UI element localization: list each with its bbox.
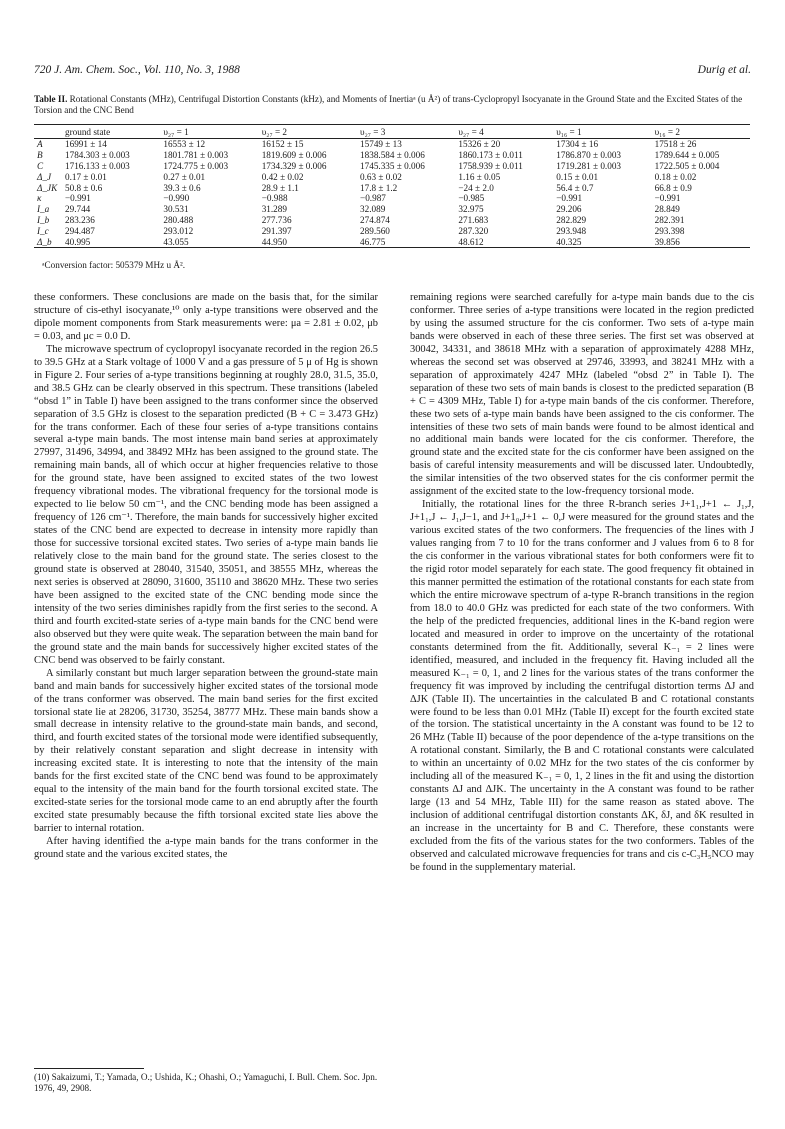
row-symbol: Δ_b [34, 236, 62, 247]
table-row [34, 150, 750, 161]
table-row [34, 161, 750, 172]
table-cell: 1724.775 ± 0.003 [163, 160, 229, 171]
paragraph: Initially, the rotational lines for the three R-branch series J+1₁,J+1 ← J₁,J, J+1₁,J ← J₁,J−1, and J+1₀,J+1 ← 0,J were measured for the ground states and the various excited states of the two conformers. The frequencies of the lines with J values ranging from 7 to 10 for the trans conformer and J values from 6 to 8 for the cis conformer in the various vibrational states for both conformers were fit to the rigid rotor model separately for each state. The good frequency fit obtained in this manner permitted the estimation of the rotational constants for each state from which the entire microwave spectrum of a-type R-branch transitions in the region from 18.0 to 40.0 GHz was predicted for each state of the two conformers. With the help of the predicted frequencies, additional lines in the K-band region were located and measured in order to improve on the uncertainty of the rotational constants determined from the fit. Additionally, several K₋₁ = 2 lines were identified, measured, and included in the frequency fit. Having included all the measured K₋₁ = 0, 1, and 2 lines for the various states of the trans conformer the frequency fit was improved by including the centrifugal distortion terms ΔJ and ΔJK (Table II). The uncertainties in the calculated B and C rotational constants were found to be less than 0.01 MHz (Table II) except for the fourth excited state of the torsion. The statistical uncertainty in the A constant was found to be 12 to 26 MHz (Table II) because of the poor dependence of the a-type transitions on the A rotational constant. Similarly, the B and C rotational constants were calculated to within an uncertainty of 0.02 MHz for the two states of the cis conformer by including all of the measured K₋₁ = 0, 1, 2 lines in the fit and using the distortion constants ΔJ and ΔJK. The uncertainty in the A constant was found to be rather large (13 and 54 MHz, Table III) for the same reason as stated above. The inclusion of additional centrifugal distortion constants ΔK, δJ, and δK resulted in an increase in the uncertainty for B and C. Therefore, these constants were excluded from the fits of the various states for the two conformers. Tables of the observed and calculated microwave frequencies for trans and cis c-C₃H₅NCO may be found in the supplementary material. [410, 499, 754, 873]
col-header: υ₁₆ = 1 [553, 125, 651, 139]
paragraph: After having identified the a-type main bands for the trans conformer in the ground state and the various excited states, the [34, 836, 378, 860]
table-cell: 294.487 [65, 225, 95, 236]
table-cell: 1789.644 ± 0.005 [654, 150, 720, 161]
row-symbol: κ [37, 193, 42, 204]
row-symbol: Δ_JK [37, 182, 58, 193]
table-row [34, 182, 750, 193]
table-cell: −0.987 [360, 193, 386, 204]
table-cell: 1745.335 ± 0.006 [360, 160, 425, 171]
paragraph: A similarly constant but much larger separation between the ground-state main band and main bands for successively higher excited states of the torsional mode of the trans conformer was observed. The main band series for the first excited torsional state lie at 28206, 31730, 35254, 38777 MHz. These main bands show a small decrease in intensity relative to the ground-state main bands, and second, third, and fourth excited states of the torsional mode were identified subsequently, by their relatively constant separation and slight decrease in intensity with increasing excited state. It is interesting to note that the intensity of the main bands for the first excited state of the CNC bend was found to be approximately equal to the intensity of the main band for the fourth torsional excited state. The excited-state series for the torsional mode came to an end abruptly after the fourth excited state presumably because the fifth torsional excited state lies above the barrier to internal rotation. [34, 667, 378, 835]
table-row [34, 225, 750, 236]
col-header [34, 125, 62, 139]
table-cell: 1786.870 ± 0.003 [556, 150, 622, 161]
table-cell: 32.089 [360, 204, 386, 215]
paragraph: The microwave spectrum of cyclopropyl isocyanate recorded in the region 26.5 to 39.5 GHz at a Stark voltage of 1000 V and a gas pressure of 5 μ of Hg is shown in Figure 2. Four series of a-type transitions beginning at roughly 28.0, 31.5, 35.0, and 38.5 GHz can be clearly observed in this spectrum. These transitions (labeled “obsd 1” in Table I) have been assigned to the trans conformer since the observed separation of 3.5 GHz is closest to the separation predicted (B + C = 3.473 GHz) for the trans conformer. Each of these four series of a-type transitions contains several a-type main bands. The most intense main band series at approximately 27997, 31496, 34994, and 38492 MHz has been assigned to the ground state. The remaining main bands, all of which occur at higher frequencies relative to those for the ground state, have been assigned to excited states of the two lowest frequency vibrational modes. The vibrational frequency for the torsional mode is expected to lie below 50 cm⁻¹, and the CNC bending mode has been assigned a frequency of 126 cm⁻¹. Therefore, the main bands for successively higher excited states of the CNC bend are expected to decrease in intensity more rapidly than those for successive torsional excited states. Two series of a-type main bands lie relatively close to the main band for the ground state. The series closest to the ground state is observed at 28040, 31540, 35051, and 38555 MHz, whereas the next series is observed at 28090, 31600, 35110 and 38620 MHz. These two series have been assigned to the excited state of the CNC bending mode since the intensity of the two series diminishes rapidly from the first series to the second. A third and fourth excited-state series of a-type main bands for the CNC bend were also observed but they were quite weak. The separation between the main band for the ground state and the main bands for successively higher excited states of the CNC bend was observed to be fairly constant. [34, 343, 378, 666]
table-cell: 282.391 [654, 214, 685, 225]
table-cell: 0.15 ± 0.01 [556, 171, 599, 182]
table-cell: 1801.781 ± 0.003 [163, 150, 229, 161]
table-cell: 29.206 [556, 204, 582, 215]
authors: Durig et al. [697, 64, 751, 76]
table-cell: 0.18 ± 0.02 [654, 171, 697, 182]
table-footnote: ᵃConversion factor: 505379 MHz u Å². [42, 260, 186, 270]
paragraph: remaining regions were searched carefully for a-type main bands due to the cis conformer. Three series of a-type transitions were located in the region predicted by using the assumed structure for the cis conformer. Two sets of a-type main bands were observed in each of these three series. The first set was observed at 30042, 34331, and 38618 MHz with a separation of approximately 4288 MHz, whereas the second set was observed at 29746, 33993, and 38241 MHz with a separation of approximately 4247 MHz (labeled “obsd 2” in Table I). The separation of these two sets of main bands is closest to the predicted separation (B + C = 4309 MHz, Table I) for a-type main bands of the cis conformer. Therefore, these two sets of a-type main bands have been assigned to the cis conformer. The intensities of these two sets of main bands were found to be almost identical and no additional main bands were located for the cis conformer. Therefore, the ground state and the excited state for the cis conformer have been assigned on the basis of careful intensity measurements and will be discussed later. Undoubtedly, the similar intensities of the two observed states for the cis conformer permit the assignment of the excited state to the low-frequency torsional mode. [410, 292, 754, 498]
table-cell: 66.8 ± 0.9 [654, 182, 692, 193]
table-cell: 46.775 [357, 236, 455, 247]
table-cell: 1719.281 ± 0.003 [556, 160, 622, 171]
table-cell: 15326 ± 20 [458, 139, 501, 150]
table-cell: 1722.505 ± 0.004 [654, 160, 720, 171]
paragraph: these conformers. These conclusions are made on the basis that, for the similar structure of cis-ethyl isocyanate,¹⁰ only a-type transitions were observed and the dipole moment components from Stark measurements were: μa = 2.81 ± 0.02, μb = 0.03, and μc = 0.0 D. [34, 292, 378, 342]
table-cell: 283.236 [65, 214, 95, 225]
table-cell: 43.055 [160, 236, 258, 247]
table-cell: 15749 ± 13 [360, 139, 402, 150]
row-symbol: Δ_J [37, 171, 52, 182]
table-cell: 282.829 [556, 214, 587, 225]
table-cell: 277.736 [261, 214, 292, 225]
table-row [34, 204, 750, 215]
table-cell: 31.289 [261, 204, 287, 215]
table-cell: 271.683 [458, 214, 489, 225]
table-cell: 1734.329 ± 0.006 [261, 160, 327, 171]
col-header: υ₁₆ = 2 [652, 125, 750, 139]
table-cell: 291.397 [261, 225, 292, 236]
table-cell: 289.560 [360, 225, 390, 236]
table-cell: −0.985 [458, 193, 485, 204]
reference-footnote: (10) Sakaizumi, T.; Yamada, O.; Ushida, K.; Ohashi, O.; Yamaguchi, I. Bull. Chem. Soc. Jpn. 1976, 49, 2908. [34, 1072, 378, 1093]
row-symbol: C [37, 160, 44, 171]
table-cell: −0.991 [65, 193, 91, 204]
table-cell: −0.991 [556, 193, 583, 204]
table-cell: −0.991 [654, 193, 681, 204]
table-cell: 0.63 ± 0.02 [360, 171, 402, 182]
row-symbol: I_c [37, 225, 49, 236]
table-cell: 280.488 [163, 214, 194, 225]
table-cell: 29.744 [65, 204, 91, 215]
row-symbol: I_b [37, 214, 50, 225]
table-cell: 28.9 ± 1.1 [261, 182, 299, 193]
table-cell: 17.8 ± 1.2 [360, 182, 398, 193]
right-column [410, 292, 754, 875]
col-header: υ₂₇ = 4 [455, 125, 553, 139]
table-cell: 17518 ± 26 [654, 139, 697, 150]
table-cell: 0.42 ± 0.02 [261, 171, 304, 182]
table-row [34, 215, 750, 226]
left-column [34, 292, 378, 862]
row-symbol: I_a [37, 204, 50, 215]
table-caption-text: Rotational Constants (MHz), Centrifugal Distortion Constants (kHz), and Moments of Inertiaᵃ (u Å²) of trans-Cyclopropyl Isocyanate in the Ground State and the Excited States of the Torsion and the CNC Bend [34, 94, 743, 115]
table-cell: 16152 ± 15 [261, 139, 304, 150]
table-cell: 274.874 [360, 214, 390, 225]
table-cell: −0.988 [261, 193, 288, 204]
table-cell: 16553 ± 12 [163, 139, 206, 150]
table-cell: 0.27 ± 0.01 [163, 171, 206, 182]
table-cell: 56.4 ± 0.7 [556, 182, 594, 193]
table-label: Table II. [34, 94, 68, 104]
table-cell: −0.990 [163, 193, 190, 204]
constants-table [34, 124, 750, 248]
table-cell: 293.948 [556, 225, 587, 236]
table-cell: 287.320 [458, 225, 489, 236]
table-cell: 50.8 ± 0.6 [65, 182, 103, 193]
table-cell: 32.975 [458, 204, 484, 215]
table-cell: 40.325 [553, 236, 651, 247]
table-row [34, 171, 750, 182]
table-cell: 0.17 ± 0.01 [65, 171, 107, 182]
table-cell: 16991 ± 14 [65, 139, 107, 150]
table-cell: 39.856 [652, 236, 750, 247]
table-cell: 1784.303 ± 0.003 [65, 150, 130, 161]
table-cell: 44.950 [259, 236, 357, 247]
col-header: υ₂₇ = 3 [357, 125, 455, 139]
table-row [34, 139, 750, 150]
table-cell: −24 ± 2.0 [458, 182, 494, 193]
table-cell: 293.012 [163, 225, 194, 236]
table-cell: 40.995 [62, 236, 160, 247]
table-caption [34, 94, 754, 116]
table-cell: 1838.584 ± 0.006 [360, 150, 425, 161]
running-header [34, 64, 751, 80]
col-header: ground state [62, 125, 160, 139]
row-symbol: B [37, 150, 43, 161]
table-cell: 1758.939 ± 0.011 [458, 160, 523, 171]
table-cell: 1716.133 ± 0.003 [65, 160, 130, 171]
table-cell: 1860.173 ± 0.011 [458, 150, 523, 161]
table-row [34, 193, 750, 204]
table-cell: 39.3 ± 0.6 [163, 182, 201, 193]
footnote-rule [34, 1068, 144, 1069]
col-header: υ₂₇ = 2 [259, 125, 357, 139]
table-cell: 293.398 [654, 225, 685, 236]
table-cell: 1819.609 ± 0.006 [261, 150, 327, 161]
table-cell: 17304 ± 16 [556, 139, 599, 150]
table-row [34, 236, 750, 247]
table-cell: 1.16 ± 0.05 [458, 171, 501, 182]
table-cell: 48.612 [455, 236, 553, 247]
table-cell: 30.531 [163, 204, 189, 215]
table-cell: 28.849 [654, 204, 680, 215]
row-symbol: A [37, 139, 43, 150]
col-header: υ₂₇ = 1 [160, 125, 258, 139]
journal-citation: 720 J. Am. Chem. Soc., Vol. 110, No. 3, 1988 [34, 64, 240, 76]
